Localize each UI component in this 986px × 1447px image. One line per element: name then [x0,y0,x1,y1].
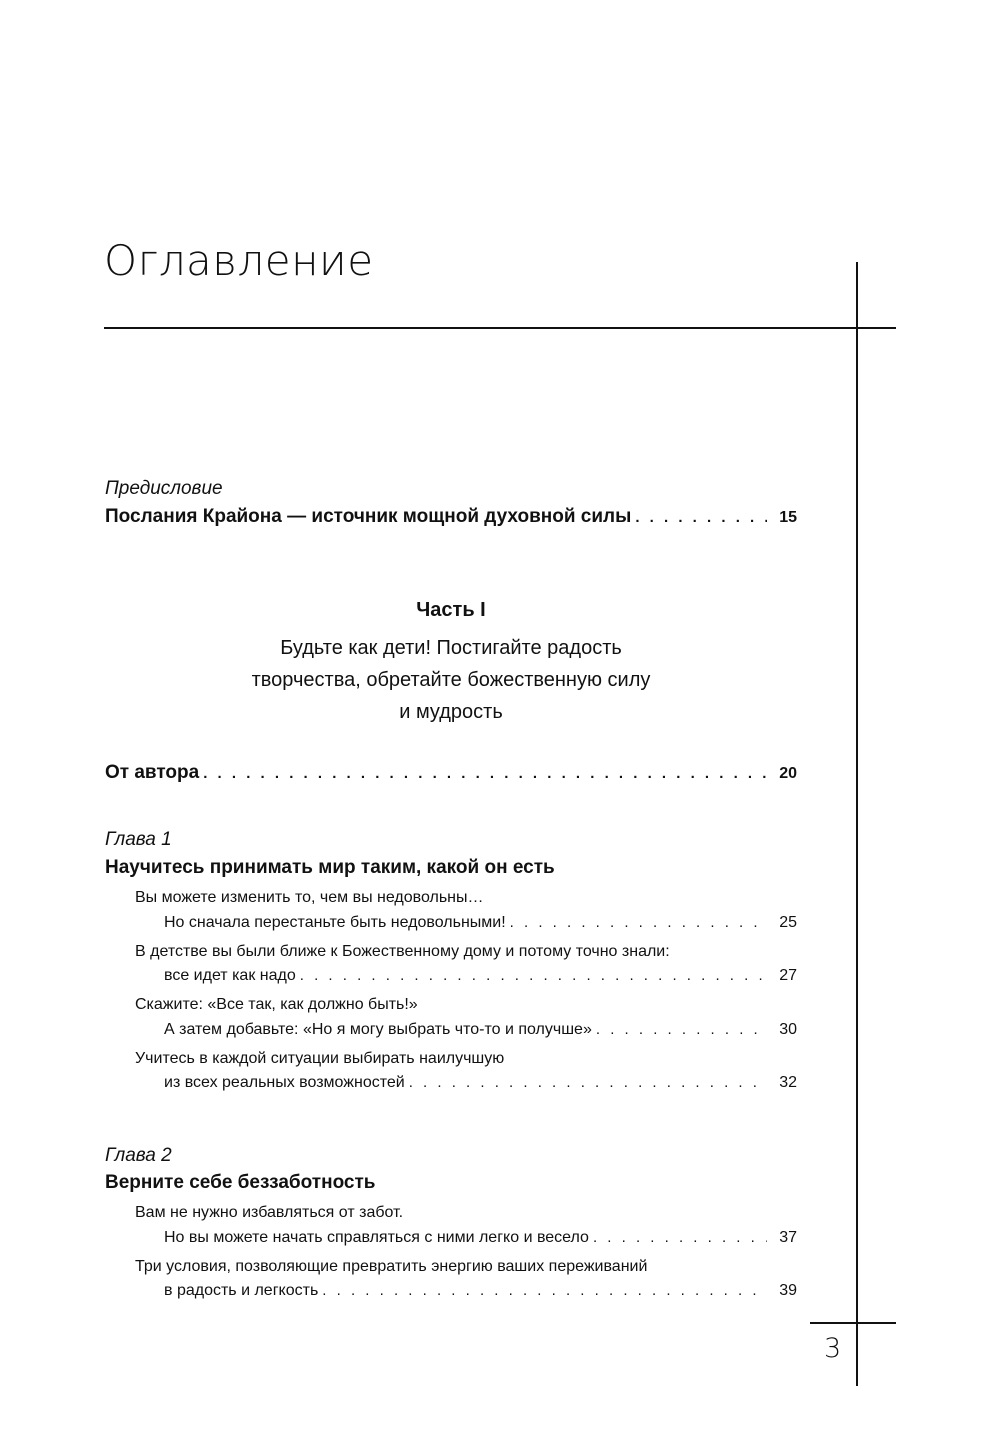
toc-entry-text: От автора [105,762,200,783]
section-line1: Три условия, позволяющие превратить энергию ваших переживаний [135,1258,648,1275]
toc-entry-text: А затем добавьте: «Но я могу выбрать что-то и получше» [164,1021,592,1038]
toc-page-number: 27 [779,967,797,984]
page-number: 3 [824,1333,842,1364]
toc-entry-author[interactable] [105,761,797,786]
toc-entry-text: Но сначала перестаньте быть недовольными! [164,914,506,931]
toc-entry-text: Но вы можете начать справляться с ними легко и весело [164,1229,589,1246]
toc-entry-text: все идет как надо [164,967,296,984]
part-label: Часть I [416,599,486,621]
toc-page-number: 39 [779,1282,797,1299]
leader-dots [203,762,767,786]
section-line1: Вам не нужно избавляться от забот. [135,1204,404,1221]
chapter-label: Глава 2 [105,1145,172,1166]
section-line1: Учитесь в каждой ситуации выбирать наилучшую [135,1050,505,1067]
chapter-title: Верните себе беззаботность [105,1172,376,1193]
part-title-line: творчества, обретайте божественную силу [251,669,651,691]
toc-entry-text: в радость и легкость [164,1282,319,1299]
section-line1: В детстве вы были ближе к Божественному дому и потому точно знали: [135,943,670,960]
toc-entry-section[interactable] [164,911,797,935]
part-title-line: Будьте как дети! Постигайте радость [280,637,622,659]
toc-page-number: 30 [779,1021,797,1038]
leader-dots [596,1018,767,1042]
leader-dots [300,964,767,988]
toc-page-number: 32 [779,1074,797,1091]
toc-entry-text: из всех реальных возможностей [164,1074,405,1091]
leader-dots [510,911,767,935]
leader-dots [635,506,767,530]
toc-page-number: 15 [779,509,797,526]
toc-entry-section[interactable] [164,1018,797,1042]
preface-label: Предисловие [105,478,223,499]
leader-dots [593,1226,767,1250]
section-line1: Скажите: «Все так, как должно быть!» [135,996,418,1013]
toc-entry-section[interactable] [164,964,797,988]
toc-entry-section[interactable] [164,1071,797,1095]
toc-entry-text: Послания Крайона — источник мощной духовной силы [105,506,632,527]
toc-entry-section[interactable] [164,1226,797,1250]
leader-dots [322,1279,767,1303]
page-title: Оглавление [104,236,374,285]
toc-entry-section[interactable] [164,1279,797,1303]
part-title-line: и мудрость [399,701,503,723]
margin-rule [856,262,858,1386]
chapter-label: Глава 1 [105,829,172,850]
toc-page-number: 20 [779,765,797,782]
toc-page-number: 37 [779,1229,797,1246]
toc-page-number: 25 [779,914,797,931]
toc-entry-preface[interactable] [105,505,797,530]
title-rule [104,327,896,329]
section-line1: Вы можете изменить то, чем вы недовольны… [135,889,484,906]
leader-dots [409,1071,767,1095]
footer-rule [810,1322,896,1324]
chapter-title: Научитесь принимать мир таким, какой он есть [105,857,555,878]
